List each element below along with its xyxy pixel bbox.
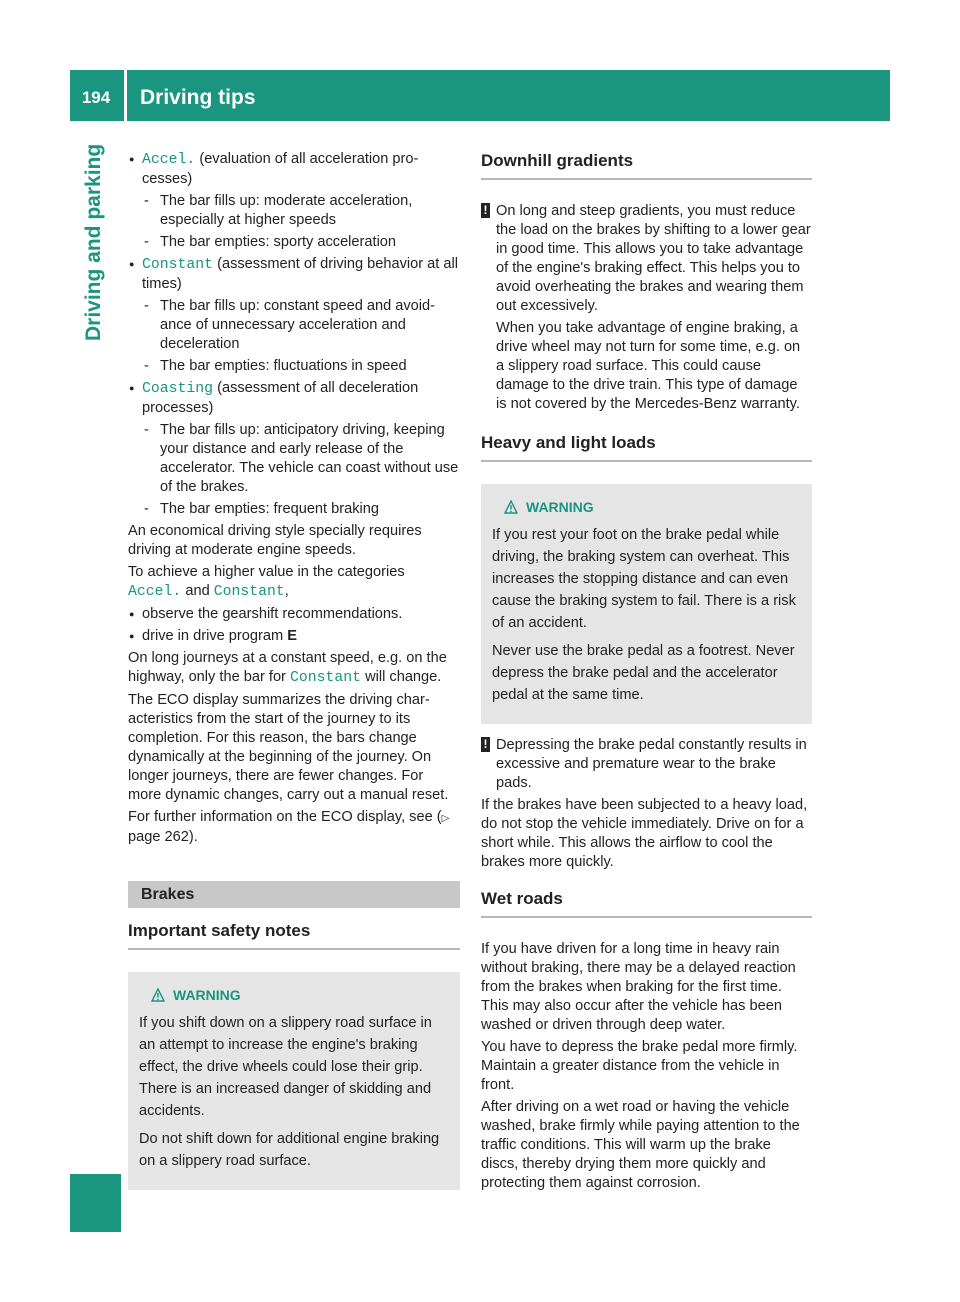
paragraph: An economical driving style specially requires driving at moderate engine speeds. [128,523,422,558]
list-item-constant: ● Constant (assessment of driving behavior at all times) [128,255,460,294]
sub-item: - The bar empties: fluctuations in speed [128,357,460,376]
exclamation-note-icon: ! [481,203,490,218]
chapter-label: Driving and parking [82,143,105,341]
sub-item: - The bar empties: frequent braking [128,500,460,519]
list-item-accel: ● Accel. (evaluation of all acceleration processes) [128,150,460,189]
header-divider [124,70,127,121]
sub-item: - The bar fills up: anticipatory driving, keeping your distance and early release of the accelerator. The vehicle can coast without use of the brakes. [128,421,460,497]
warning-text: If you shift down on a slippery road surface in an attempt to increase the engine's braking effect, the drive wheels could lose their grip. There is an increased danger of skidding and accidents. [139,1015,432,1119]
warning-header: WARNING [139,984,450,1006]
page-number: 194 [81,88,111,107]
warning-box [128,972,460,1190]
note-text: When you take advantage of engine braking, a drive wheel may not turn for some time, e.g. on a slippery road surface. This could cause damage to the drive train. This type of damage is not covered by the Mercedes-Benz warranty. [496,320,801,412]
list-item: ● drive in drive program E [128,627,460,646]
warning-triangle-icon [504,500,518,514]
note-text: Depressing the brake pedal constantly results in excessive and premature wear to the brake pads. [496,737,807,791]
exclamation-note-icon: ! [481,737,490,752]
warning-box [481,484,812,724]
note-block [481,202,812,414]
paragraph: After driving on a wet road or having the vehicle washed, brake firmly while paying attention to the traffic conditions. This will warm up the brake discs, thereby drying them more quickly and protecting them against corrosion. [481,1099,800,1191]
paragraph: For further information on the ECO display, see (▷ page 262). [128,809,450,845]
page-reference-link[interactable]: page 262). [128,829,198,845]
warning-triangle-icon [151,988,165,1002]
subsection-heading: Important safety notes [128,920,460,950]
subsection-heading: Heavy and light loads [481,432,812,462]
page-title: Driving tips [140,86,256,109]
coasting-code: Coasting [142,381,214,397]
note-block [481,736,812,793]
paragraph: If the brakes have been subjected to a heavy load, do not stop the vehicle immediately. Drive on for a short while. This allows the airflow to cool the brakes more quickly. [481,797,808,870]
paragraph: The ECO display summarizes the driving characteristics from the start of the journey to its completion. For this reason, the bars change dynamically at the beginning of the journey. On longer journeys, there are fewer changes. For more dynamic changes, carry out a manual reset. [128,692,449,803]
warning-text: Do not shift down for additional engine braking on a slippery road surface. [139,1131,440,1169]
paragraph: To achieve a higher value in the categories Accel. and Constant, [128,564,405,600]
constant-code: Constant [142,257,214,273]
accel-code: Accel. [142,152,196,168]
chapter-marker [70,1174,121,1232]
right-column [481,150,812,1196]
paragraph: On long journeys at a constant speed, e.g. on the highway, only the bar for Constant will change. [128,650,447,686]
note-text: On long and steep gradients, you must reduce the load on the brakes by shifting to a lower gear in good time. This allows you to take advantage of the engine's braking effect. This helps you to avoid overheating the brakes and wearing them out excessively. [496,203,811,314]
sub-item: - The bar empties: sporty acceleration [128,233,460,252]
subsection-heading: Wet roads [481,888,812,918]
triangle-right-icon: ▷ [441,813,450,824]
sub-item: - The bar fills up: moderate acceleration, especially at higher speeds [128,192,460,230]
list-item-coasting: ● Coasting (assessment of all deceleration processes) [128,379,460,418]
list-item: ● observe the gearshift recommendations. [128,605,460,624]
warning-header: WARNING [492,496,802,518]
subsection-heading: Downhill gradients [481,150,812,180]
paragraph: If you have driven for a long time in heavy rain without braking, there may be a delayed reaction from the brakes when braking for the first time. This may also occur after the vehicle has been washed or driven through deep water. [481,941,796,1033]
sub-item: - The bar fills up: constant speed and avoidance of unnecessary acceleration and deceleration [128,297,460,354]
paragraph: You have to depress the brake pedal more firmly. Maintain a greater distance from the vehicle in front. [481,1039,798,1093]
chapter-tab [70,121,121,811]
section-heading-brakes: Brakes [128,881,460,908]
warning-text: If you rest your foot on the brake pedal while driving, the braking system can overheat. This increases the stopping distance and can even cause the braking system to fail. There is a risk of an accident. [492,527,796,631]
warning-text: Never use the brake pedal as a footrest. Never depress the brake pedal and the accelerator pedal at the same time. [492,643,795,703]
left-column [128,150,460,1202]
